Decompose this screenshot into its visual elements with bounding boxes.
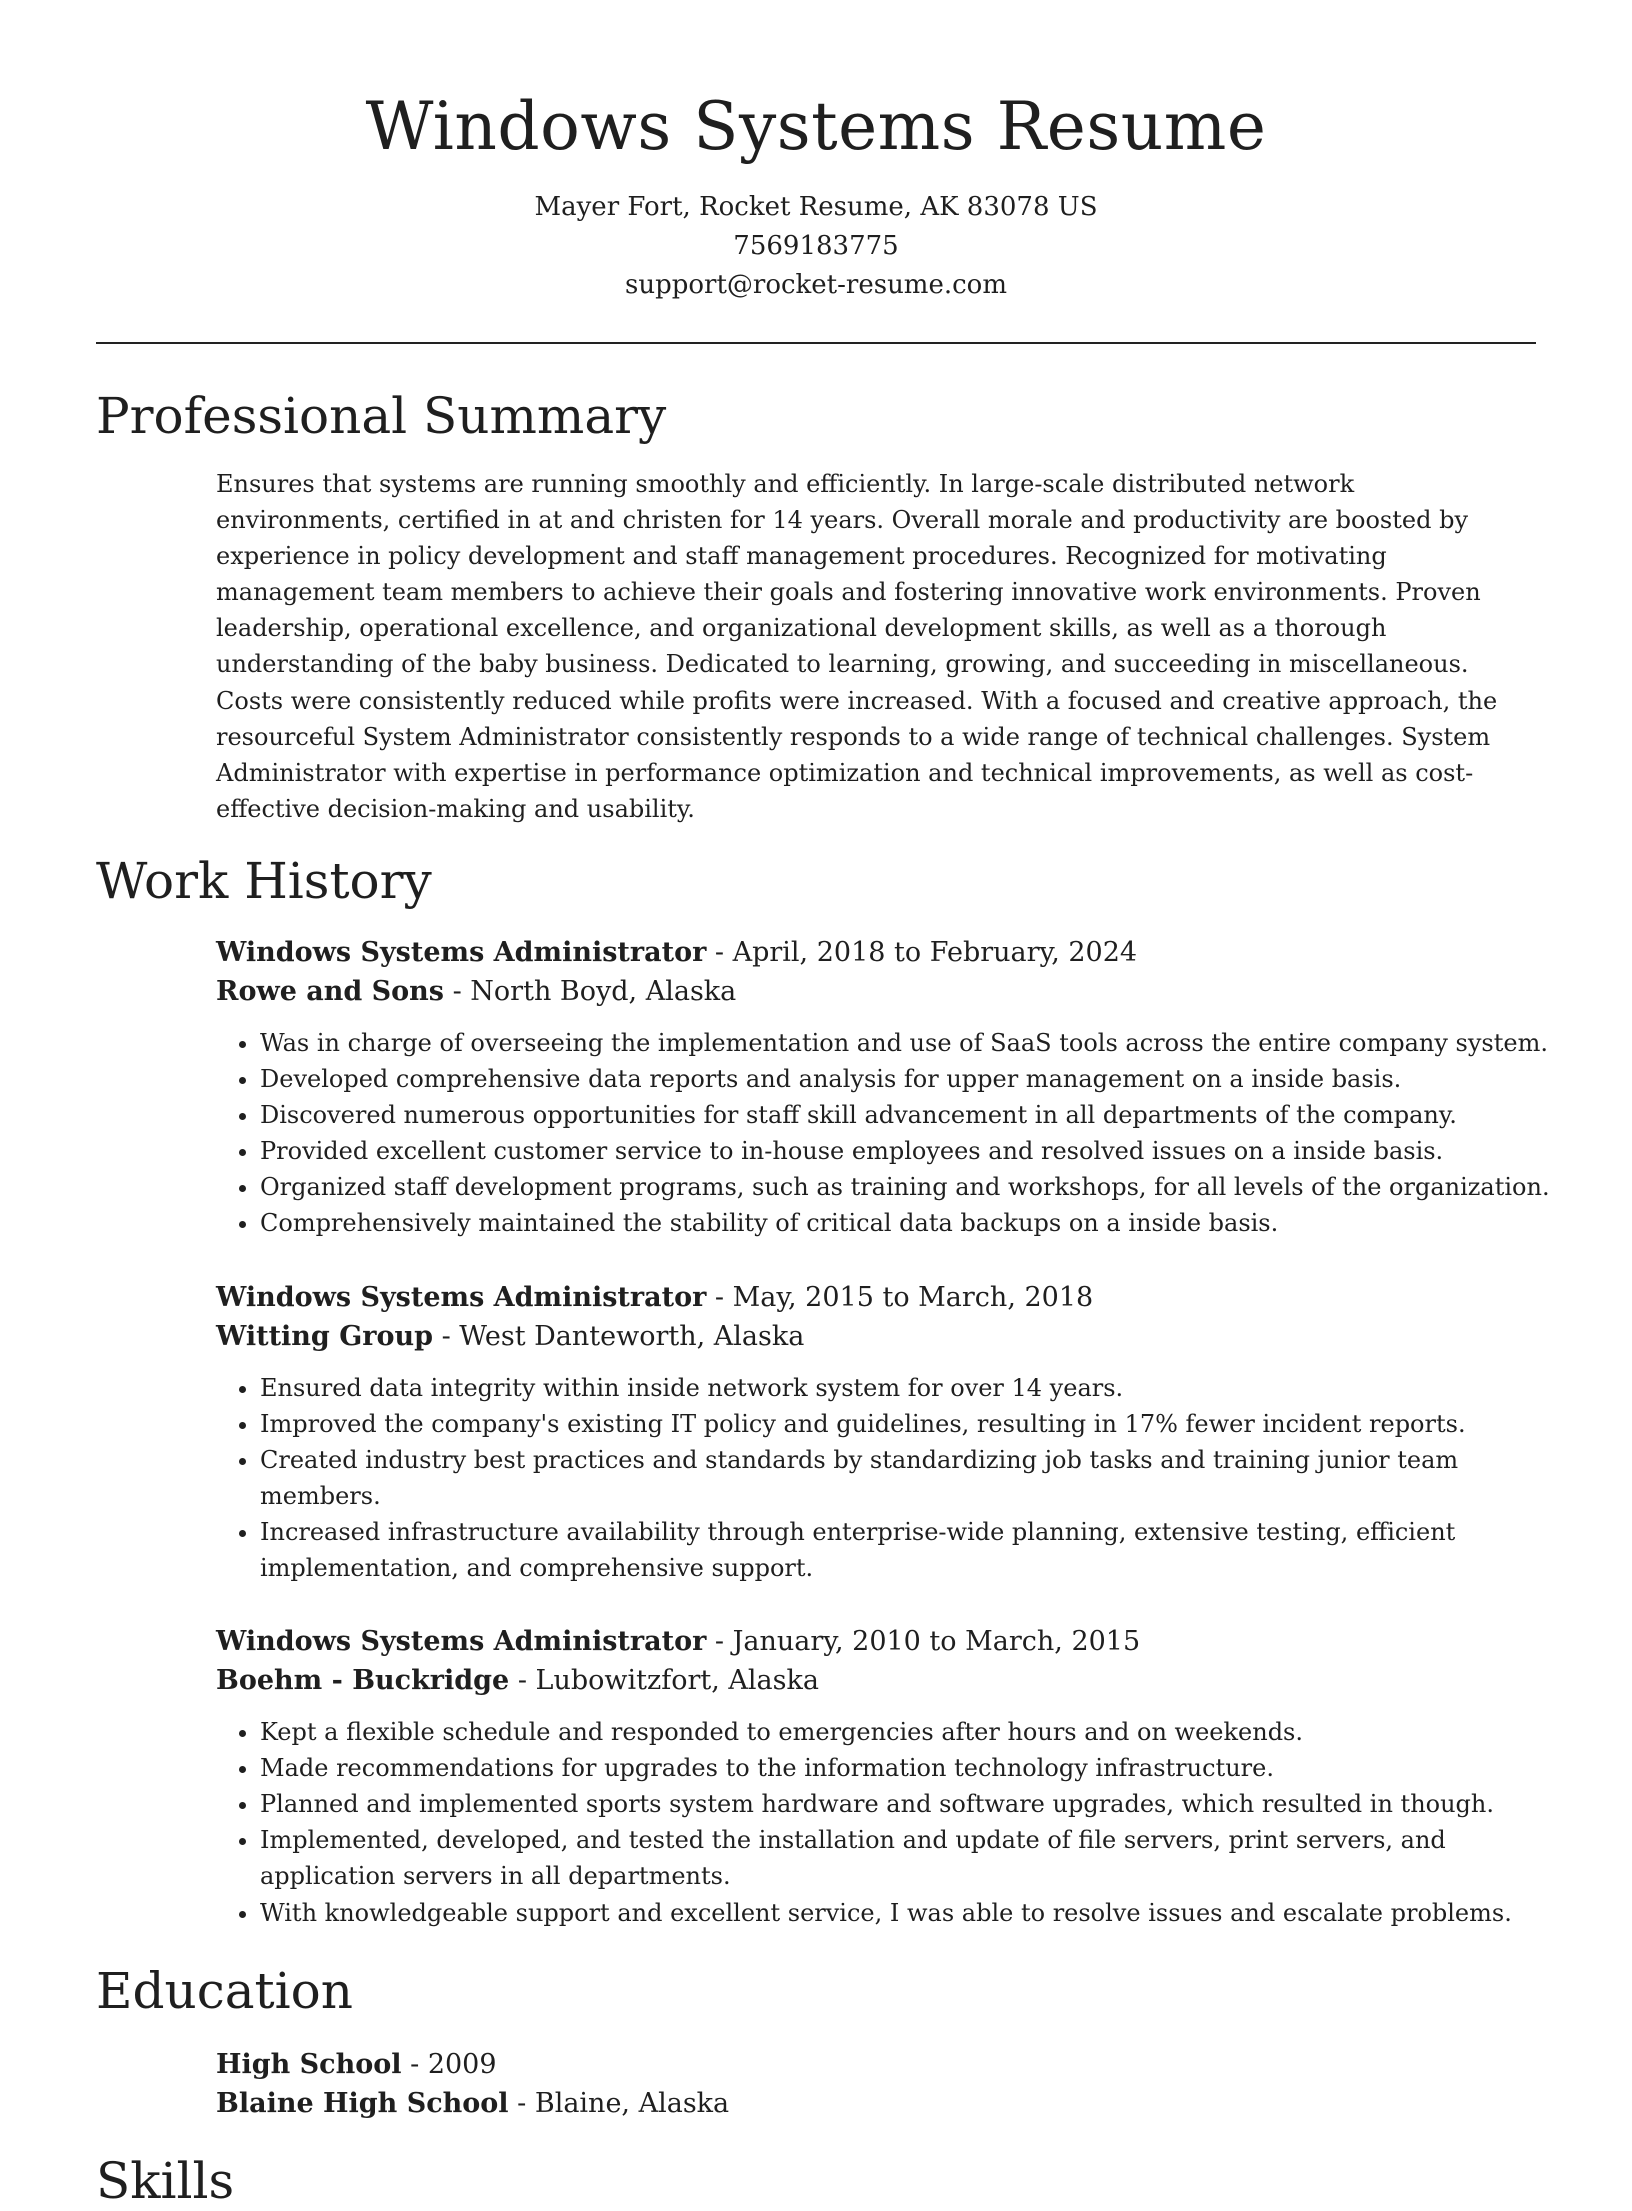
job-bullet: • Improved the company's existing IT policy and guidelines, resulting in 17% fewer incident reports. xyxy=(260,1406,1550,1442)
job-company-line xyxy=(216,1661,1536,1700)
job-bullets xyxy=(216,1025,1550,1242)
job-bullets xyxy=(216,1714,1550,1931)
job-entry xyxy=(216,1622,1536,1931)
work-history-heading: Work History xyxy=(96,851,432,910)
education-degree-line xyxy=(216,2045,1536,2084)
contact-block xyxy=(0,188,1632,305)
job-dates: - January, 2010 to March, 2015 xyxy=(706,1626,1141,1658)
education-section xyxy=(96,1961,1536,2123)
job-bullet: • Kept a flexible schedule and responded to emergencies after hours and on weekends. xyxy=(260,1714,1550,1750)
job-company-line xyxy=(216,1317,1536,1356)
education-year: - 2009 xyxy=(401,2048,497,2080)
job-position: Windows Systems Administrator xyxy=(216,936,707,968)
job-position: Windows Systems Administrator xyxy=(216,1281,707,1313)
job-company-line xyxy=(216,972,1536,1011)
job-entry xyxy=(216,933,1550,1242)
summary-section xyxy=(96,386,1536,827)
job-location: - West Danteworth, Alaska xyxy=(433,1320,805,1352)
contact-address: Mayer Fort, Rocket Resume, AK 83078 US xyxy=(534,192,1098,222)
job-bullet: • Created industry best practices and standards by standardizing job tasks and training junior team members. xyxy=(260,1442,1550,1514)
education-school-line xyxy=(216,2084,1536,2123)
job-bullet: • Developed comprehensive data reports and analysis for upper management on a inside basis. xyxy=(260,1061,1550,1097)
job-dates: - April, 2018 to February, 2024 xyxy=(706,936,1138,968)
job-title-line xyxy=(216,933,1536,972)
summary-heading: Professional Summary xyxy=(96,387,667,445)
job-entry xyxy=(216,1278,1536,1587)
resume-title: Windows Systems Resume xyxy=(365,88,1267,165)
job-bullet: • Planned and implemented sports system hardware and software upgrades, which resulted in though. xyxy=(260,1786,1550,1822)
job-bullet: • Was in charge of overseeing the implementation and use of SaaS tools across the entire company system. xyxy=(260,1025,1550,1061)
job-location: - North Boyd, Alaska xyxy=(444,975,737,1007)
education-degree: High School xyxy=(216,2048,402,2080)
job-company: Witting Group xyxy=(216,1320,434,1352)
job-bullets xyxy=(216,1370,1550,1587)
job-bullet: • Made recommendations for upgrades to the information technology infrastructure. xyxy=(260,1750,1550,1786)
job-company: Boehm - Buckridge xyxy=(216,1665,510,1697)
education-heading: Education xyxy=(96,1961,353,2020)
work-history-section xyxy=(96,851,1550,1931)
job-bullet: • Provided excellent customer service to in-house employees and resolved issues on a inside basis. xyxy=(260,1133,1550,1169)
job-bullet: • Implemented, developed, and tested the installation and update of file servers, print servers, and application servers in all departments. xyxy=(260,1822,1550,1894)
education-entry xyxy=(216,2045,1536,2123)
job-title-line xyxy=(216,1622,1536,1661)
contact-email: support@rocket-resume.com xyxy=(624,270,1007,300)
job-bullet: • Organized staff development programs, such as training and workshops, for all levels of the organization. xyxy=(260,1169,1550,1205)
job-bullet: • With knowledgeable support and excellent service, I was able to resolve issues and escalate problems. xyxy=(260,1895,1550,1931)
header-divider xyxy=(96,342,1536,344)
job-bullet: • Increased infrastructure availability through enterprise-wide planning, extensive testing, efficient implementation, and comprehensive support. xyxy=(260,1514,1550,1586)
education-school: Blaine High School xyxy=(216,2087,509,2119)
summary-text: Ensures that systems are running smoothly and efficiently. In large-scale distributed network environments, certified in at and christen for 14 years. Overall morale and productivity are boosted by experience in policy development and staff management procedures. Recognized for motivating management team members to achieve their goals and fostering innovative work environments. Proven leadership, operational excellence, and organizational development skills, as well as a thorough understanding of the baby business. Dedicated to learning, growing, and succeeding in miscellaneous. Costs were consistently reduced while profits were increased. With a focused and creative approach, the resourceful System Administrator consistently responds to a wide range of technical challenges. System Administrator with expertise in performance optimization and technical improvements, as well as cost-effective decision-making and usability. xyxy=(216,470,1498,823)
job-location: - Lubowitzfort, Alaska xyxy=(509,1665,819,1697)
job-title-line xyxy=(216,1278,1536,1317)
education-location: - Blaine, Alaska xyxy=(508,2087,730,2119)
resume-header xyxy=(0,0,1632,305)
job-dates: - May, 2015 to March, 2018 xyxy=(706,1281,1094,1313)
job-bullet: • Ensured data integrity within inside network system for over 14 years. xyxy=(260,1370,1550,1406)
job-bullet: • Discovered numerous opportunities for staff skill advancement in all departments of the company. xyxy=(260,1097,1550,1133)
job-company: Rowe and Sons xyxy=(216,975,445,1007)
job-position: Windows Systems Administrator xyxy=(216,1626,707,1658)
skills-section xyxy=(96,2151,1536,2211)
job-bullet: • Comprehensively maintained the stability of critical data backups on a inside basis. xyxy=(260,1205,1550,1241)
skills-heading: Skills xyxy=(96,2151,235,2210)
contact-phone: 7569183775 xyxy=(733,231,899,261)
